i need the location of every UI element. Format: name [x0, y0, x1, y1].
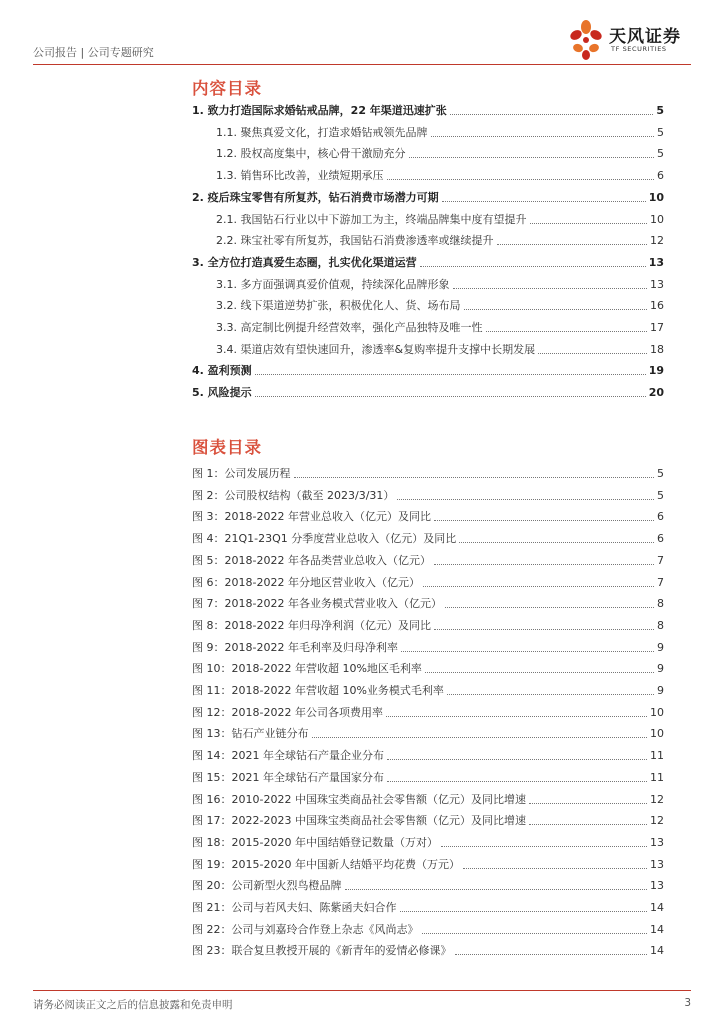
figure-entry-text: 图 16：2010-2022 中国珠宝类商品社会零售额（亿元）及同比增速	[192, 792, 526, 806]
toc-entry-page: 20	[648, 386, 664, 400]
dot-leader	[453, 287, 648, 289]
dot-leader	[530, 222, 648, 224]
page-header	[0, 0, 724, 68]
figures-title: 图表目录	[192, 438, 262, 457]
dot-leader	[255, 395, 646, 397]
figure-entry[interactable]	[192, 574, 664, 590]
figure-entry-text: 图 12：2018-2022 年公司各项费用率	[192, 705, 383, 719]
dot-leader	[387, 178, 655, 180]
dot-leader	[441, 845, 647, 847]
figure-entry-page: 10	[650, 705, 664, 719]
figure-entry[interactable]	[192, 877, 664, 893]
figure-entry-text: 图 8：2018-2022 年归母净利润（亿元）及同比	[192, 618, 431, 632]
dot-leader	[455, 953, 648, 955]
toc-entry-page: 13	[650, 277, 664, 291]
figure-entry-page: 12	[650, 814, 664, 828]
figure-entry-text: 图 1：公司发展历程	[192, 467, 291, 480]
figure-entry-text: 图 17：2022-2023 中国珠宝类商品社会零售额（亿元）及同比增速	[192, 814, 526, 828]
figure-entry-page: 13	[650, 879, 664, 893]
dot-leader	[255, 373, 646, 375]
dot-leader	[387, 758, 647, 760]
toc-entry[interactable]	[192, 211, 664, 227]
figure-entry-text: 图 2：公司股权结构（截至 2023/3/31）	[192, 488, 395, 502]
toc-entry[interactable]	[192, 189, 664, 205]
figure-entry-page: 12	[650, 792, 664, 806]
report-category: 公司报告 | 公司专题研究	[33, 46, 154, 59]
figure-entry[interactable]	[192, 769, 664, 785]
dot-leader	[420, 265, 646, 267]
header-divider	[33, 64, 691, 65]
figure-entry[interactable]	[192, 856, 664, 872]
toc-entry-page: 5	[656, 104, 664, 117]
dot-leader	[529, 823, 647, 825]
dot-leader	[409, 156, 655, 158]
toc-entry-text: 2. 疫后珠宝零售有所复苏，钻石消费市场潜力可期	[192, 190, 439, 204]
figure-entry[interactable]	[192, 552, 664, 568]
dot-leader	[459, 541, 654, 543]
dot-leader	[434, 628, 654, 630]
footer-divider	[33, 990, 691, 991]
dot-leader	[450, 113, 654, 115]
logo-flower-icon	[567, 18, 605, 62]
figure-entry-text: 图 19：2015-2020 年中国新人结婚平均花费（万元）	[192, 857, 460, 871]
toc-entry-text: 3.2. 线下渠道逆势扩张，积极优化人、货、场布局	[216, 299, 461, 313]
figure-entry-page: 10	[650, 727, 664, 741]
figure-entry-text: 图 23：联合复旦教授开展的《新青年的爱情必修课》	[192, 944, 452, 958]
figure-entry[interactable]	[192, 530, 664, 546]
figure-entry[interactable]	[192, 725, 664, 741]
toc-entry[interactable]	[192, 297, 664, 313]
figure-entry[interactable]	[192, 508, 664, 524]
toc-entry-page: 12	[650, 234, 664, 248]
figure-entry-text: 图 5：2018-2022 年各品类营业总收入（亿元）	[192, 553, 431, 567]
figure-entry-page: 6	[657, 510, 664, 524]
dot-leader	[425, 671, 654, 673]
figure-entry-page: 11	[650, 770, 664, 784]
figure-entry-page: 5	[657, 467, 664, 480]
figure-entry[interactable]	[192, 465, 664, 481]
company-logo	[567, 18, 687, 64]
figure-entry[interactable]	[192, 834, 664, 850]
toc-entry-text: 3. 全方位打造真爱生态圈，扎实优化渠道运营	[192, 255, 417, 269]
dot-leader	[401, 650, 654, 652]
figure-entry[interactable]	[192, 812, 664, 828]
figure-entry[interactable]	[192, 899, 664, 915]
figure-entry-text: 图 21：公司与若风夫妇、陈紫函夫妇合作	[192, 901, 397, 914]
toc-entry-text: 5. 风险提示	[192, 386, 252, 400]
toc-entry-page: 10	[650, 212, 664, 226]
figure-entry[interactable]	[192, 682, 664, 698]
dot-leader	[529, 802, 647, 804]
footer-disclaimer: 请务必阅读正文之后的信息披露和免责申明	[33, 999, 233, 1011]
figure-entry-page: 14	[650, 944, 664, 958]
toc-entry-text: 1.3. 销售环比改善，业绩短期承压	[216, 169, 384, 183]
figure-entry-text: 图 3：2018-2022 年营业总收入（亿元）及同比	[192, 510, 431, 524]
toc-title: 内容目录	[192, 79, 262, 98]
figure-entry-page: 11	[650, 749, 664, 763]
toc-entry-text: 4. 盈利预测	[192, 364, 252, 378]
toc-entry-page: 17	[650, 321, 664, 334]
dot-leader	[486, 330, 648, 332]
figure-entry-page: 8	[657, 618, 664, 632]
toc-entry-text: 2.1. 我国钻石行业以中下游加工为主，终端品牌集中度有望提升	[216, 212, 527, 226]
dot-leader	[345, 888, 648, 890]
toc-entry-page: 5	[657, 147, 664, 161]
toc-entry-text: 1. 致力打造国际求婚钻戒品牌，22 年渠道迅速扩张	[192, 104, 447, 117]
figure-entry-page: 13	[650, 857, 664, 871]
dot-leader	[431, 135, 655, 137]
toc-entry[interactable]	[192, 124, 664, 140]
figure-entry-text: 图 15：2021 年全球钻石产量国家分布	[192, 770, 384, 784]
toc-entry[interactable]	[192, 232, 664, 248]
figure-entry[interactable]	[192, 595, 664, 611]
toc-entry-text: 1.1. 聚焦真爱文化，打造求婚钻戒领先品牌	[216, 125, 428, 139]
figure-entry-page: 13	[650, 835, 664, 849]
figure-entry-text: 图 9：2018-2022 年毛利率及归母净利率	[192, 640, 398, 654]
figure-entry[interactable]	[192, 487, 664, 503]
toc-entry-page: 16	[650, 299, 664, 313]
toc-entry[interactable]	[192, 362, 664, 378]
dot-leader	[463, 867, 647, 869]
logo-name: 天风证券	[609, 27, 681, 47]
toc-entry[interactable]	[192, 145, 664, 161]
dot-leader	[538, 352, 647, 354]
figure-entry-page: 7	[657, 575, 664, 589]
dot-leader	[312, 736, 648, 738]
figure-entry[interactable]	[192, 704, 664, 720]
toc-entry[interactable]	[192, 167, 664, 183]
dot-leader	[387, 780, 647, 782]
toc-entry[interactable]	[192, 102, 664, 118]
figure-entry-page: 9	[657, 662, 664, 676]
toc-entry[interactable]	[192, 319, 664, 335]
toc-entry-page: 5	[657, 125, 664, 139]
dot-leader	[434, 563, 654, 565]
figure-entry-text: 图 18：2015-2020 年中国结婚登记数量（万对）	[192, 835, 438, 849]
figure-entry-text: 图 6：2018-2022 年分地区营业收入（亿元）	[192, 575, 420, 589]
figure-entry-page: 14	[650, 922, 664, 936]
figure-entry-page: 9	[657, 640, 664, 654]
dot-leader	[397, 498, 654, 500]
toc-entry-page: 10	[648, 190, 664, 204]
figure-entry-text: 图 11：2018-2022 年营收超 10%业务模式毛利率	[192, 684, 444, 697]
figure-entry[interactable]	[192, 747, 664, 763]
figure-entry-text: 图 13：钻石产业链分布	[192, 727, 309, 741]
logo-subtitle: TF SECURITIES	[611, 45, 667, 53]
toc-entry-text: 3.3. 高定制比例提升经营效率，强化产品独特及唯一性	[216, 321, 483, 334]
toc-entry[interactable]	[192, 254, 664, 270]
figure-entry-text: 图 10：2018-2022 年营收超 10%地区毛利率	[192, 662, 422, 676]
figure-entry-page: 5	[657, 488, 664, 502]
toc-entry[interactable]	[192, 384, 664, 400]
dot-leader	[497, 243, 648, 245]
dot-leader	[442, 200, 646, 202]
dot-leader	[434, 519, 654, 521]
dot-leader	[400, 910, 648, 912]
figure-entry[interactable]	[192, 942, 664, 958]
toc-entry-page: 18	[650, 342, 664, 356]
toc-entry-page: 6	[657, 169, 664, 183]
page-number: 3	[684, 997, 691, 1009]
figure-entry-page: 9	[657, 684, 664, 697]
figure-entry-text: 图 22：公司与刘嘉玲合作登上杂志《风尚志》	[192, 922, 419, 936]
figure-entry[interactable]	[192, 791, 664, 807]
toc-entry-text: 3.1. 多方面强调真爱价值观，持续深化品牌形象	[216, 277, 450, 291]
figure-entry-page: 7	[657, 553, 664, 567]
dot-leader	[464, 308, 648, 310]
dot-leader	[423, 585, 654, 587]
toc-entry-text: 1.2. 股权高度集中，核心骨干激励充分	[216, 147, 406, 161]
toc-entry[interactable]	[192, 341, 664, 357]
figure-entry-page: 8	[657, 597, 664, 611]
dot-leader	[445, 606, 654, 608]
toc-entry-page: 13	[648, 255, 664, 269]
figure-entry-text: 图 7：2018-2022 年各业务模式营业收入（亿元）	[192, 597, 442, 611]
figure-entry-text: 图 4：21Q1-23Q1 分季度营业总收入（亿元）及同比	[192, 532, 457, 546]
dot-leader	[294, 476, 655, 478]
toc-entry-page: 19	[648, 364, 664, 378]
figure-entry[interactable]	[192, 921, 664, 937]
figure-entry-text: 图 14：2021 年全球钻石产量企业分布	[192, 749, 384, 763]
toc-entry-text: 3.4. 渠道店效有望快速回升，渗透率&复购率提升支撑中长期发展	[216, 342, 536, 356]
toc-entry-text: 2.2. 珠宝社零有所复苏，我国钻石消费渗透率或继续提升	[216, 234, 494, 248]
toc-entry[interactable]	[192, 276, 664, 292]
figure-entry-text: 图 20：公司新型火烈鸟橙品牌	[192, 879, 342, 893]
figure-entry[interactable]	[192, 617, 664, 633]
dot-leader	[447, 693, 654, 695]
dot-leader	[386, 715, 647, 717]
figure-entry[interactable]	[192, 639, 664, 655]
figure-entry-page: 6	[657, 532, 664, 546]
figure-entry-page: 14	[650, 901, 664, 914]
dot-leader	[422, 932, 648, 934]
figure-entry[interactable]	[192, 660, 664, 676]
